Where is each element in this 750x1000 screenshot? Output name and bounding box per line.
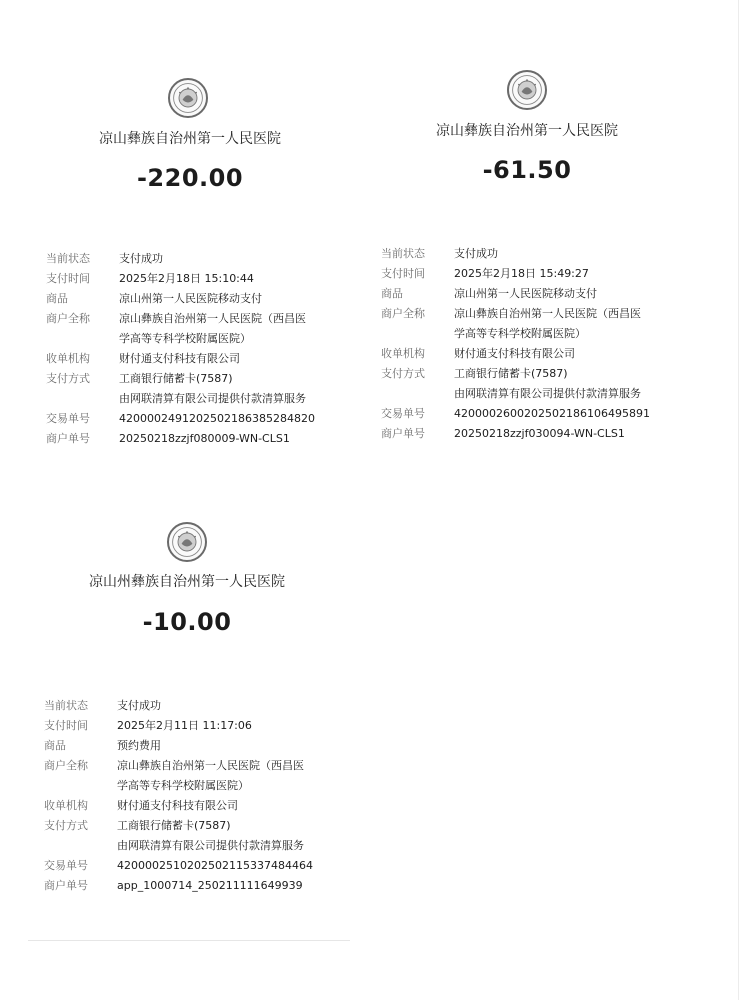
pay-time-label: 支付时间 [381,267,425,280]
status-label: 当前状态 [381,247,425,260]
detail-row-pay-method [44,816,374,856]
acquirer-label: 收单机构 [381,347,425,360]
pay-time-value: 2025年2月18日 15:10:44 [119,272,254,285]
pay-method-label: 支付方式 [46,372,90,385]
detail-row-status [44,696,374,716]
detail-row-pay-method [46,369,366,409]
status-label: 当前状态 [46,252,90,265]
acquirer-value: 财付通支付科技有限公司 [454,347,575,360]
detail-row-pay-time [44,716,374,736]
detail-row-pay-method [381,364,721,404]
detail-row-status [381,244,721,264]
details-table [381,244,721,444]
payment-amount: -10.00 [142,608,232,636]
detail-row-product [44,736,374,756]
detail-row-merchant-name [381,304,721,344]
hospital-seal-icon [167,522,207,562]
pay-time-label: 支付时间 [44,719,88,732]
detail-row-merchant-name [46,309,366,349]
detail-row-merchant-order [46,429,366,449]
hospital-name: 凉山州彝族自治州第一人民医院 [89,574,285,590]
detail-row-product [46,289,366,309]
detail-row-pay-time [46,269,366,289]
detail-row-transaction-id [46,409,366,429]
hospital-name: 凉山彝族自治州第一人民医院 [99,131,281,147]
payment-amount: -61.50 [482,156,572,184]
transaction-id-value: 4200002510202502115337484464 [117,859,313,872]
page-edge-divider [738,0,739,1000]
details-table [44,696,374,896]
pay-time-label: 支付时间 [46,272,90,285]
pay-method-value: 工商银行储蓄卡(7587) 由网联清算有限公司提供付款清算服务 [454,367,641,400]
merchant-name-value: 凉山彝族自治州第一人民医院（西昌医 学高等专科学校附属医院） [119,312,306,345]
status-label: 当前状态 [44,699,88,712]
status-value: 支付成功 [117,699,161,712]
detail-row-product [381,284,721,304]
pay-time-value: 2025年2月11日 11:17:06 [117,719,252,732]
pay-method-value: 工商银行储蓄卡(7587) 由网联清算有限公司提供付款清算服务 [119,372,306,405]
pay-method-value: 工商银行储蓄卡(7587) 由网联清算有限公司提供付款清算服务 [117,819,304,852]
product-value: 凉山州第一人民医院移动支付 [454,287,597,300]
merchant-name-label: 商户全称 [44,759,88,772]
merchant-name-label: 商户全称 [46,312,90,325]
merchant-order-value: 20250218zzjf080009-WN-CLS1 [119,432,290,445]
transaction-id-label: 交易单号 [381,407,425,420]
merchant-order-label: 商户单号 [381,427,425,440]
hospital-name: 凉山彝族自治州第一人民医院 [436,123,618,139]
merchant-order-value: app_1000714_250211111649939 [117,879,303,892]
pay-method-label: 支付方式 [381,367,425,380]
product-label: 商品 [46,292,68,305]
transaction-id-label: 交易单号 [46,412,90,425]
detail-row-transaction-id [44,856,374,876]
merchant-order-value: 20250218zzjf030094-WN-CLS1 [454,427,625,440]
acquirer-label: 收单机构 [44,799,88,812]
status-value: 支付成功 [119,252,163,265]
detail-row-merchant-name [44,756,374,796]
detail-row-acquirer [44,796,374,816]
payment-amount: -220.00 [136,164,244,192]
detail-row-acquirer [46,349,366,369]
merchant-name-value: 凉山彝族自治州第一人民医院（西昌医 学高等专科学校附属医院） [454,307,641,340]
status-value: 支付成功 [454,247,498,260]
details-table [46,249,366,449]
detail-row-status [46,249,366,269]
product-label: 商品 [381,287,403,300]
merchant-name-value: 凉山彝族自治州第一人民医院（西昌医 学高等专科学校附属医院） [117,759,304,792]
detail-row-merchant-order [381,424,721,444]
product-value: 预约费用 [117,739,161,752]
product-value: 凉山州第一人民医院移动支付 [119,292,262,305]
detail-row-merchant-order [44,876,374,896]
merchant-order-label: 商户单号 [46,432,90,445]
bottom-divider [28,940,350,941]
transaction-id-value: 4200002491202502186385284820 [119,412,315,425]
detail-row-transaction-id [381,404,721,424]
detail-row-pay-time [381,264,721,284]
hospital-seal-icon [507,70,547,110]
hospital-seal-icon [168,78,208,118]
product-label: 商品 [44,739,66,752]
merchant-order-label: 商户单号 [44,879,88,892]
detail-row-acquirer [381,344,721,364]
acquirer-value: 财付通支付科技有限公司 [117,799,238,812]
pay-method-label: 支付方式 [44,819,88,832]
pay-time-value: 2025年2月18日 15:49:27 [454,267,589,280]
transaction-id-value: 4200002600202502186106495891 [454,407,650,420]
transaction-id-label: 交易单号 [44,859,88,872]
merchant-name-label: 商户全称 [381,307,425,320]
acquirer-label: 收单机构 [46,352,90,365]
acquirer-value: 财付通支付科技有限公司 [119,352,240,365]
